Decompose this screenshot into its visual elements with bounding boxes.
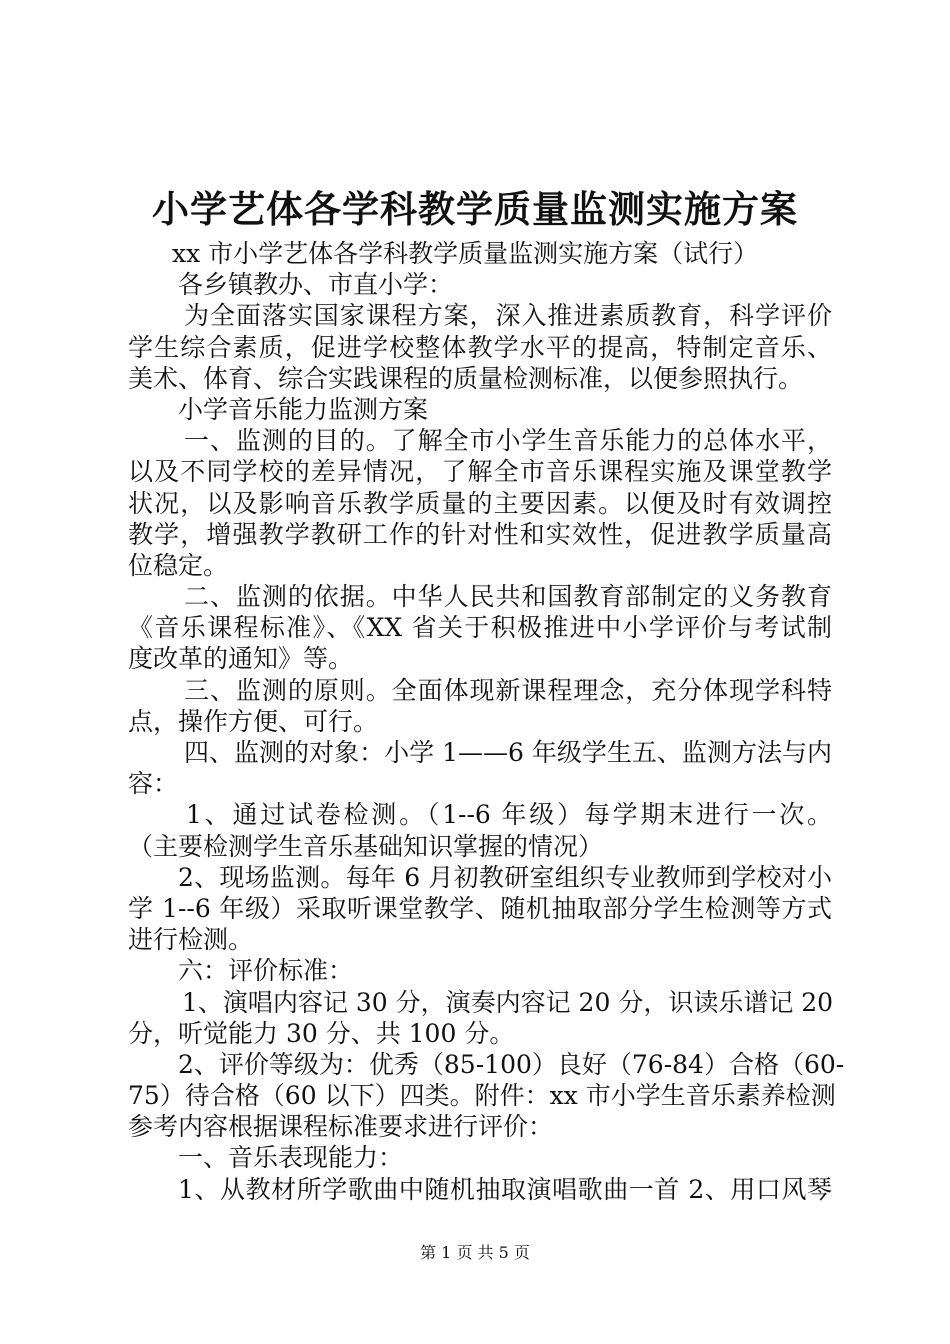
text-line: 1、通过试卷检测。（1--6 年级）每学期末进行一次。 bbox=[186, 800, 832, 830]
text-line: 教学，增强教学教研工作的针对性和实效性，促进教学质量高 bbox=[128, 519, 832, 549]
text-line: 以及不同学校的差异情况，了解全市音乐课程实施及课堂教学 bbox=[128, 457, 832, 487]
text-line: 1、从教材所学歌曲中随机抽取演唱歌曲一首 2、用口风琴 bbox=[178, 1174, 832, 1204]
text-line: 容： bbox=[128, 769, 179, 799]
text-line: 75）待合格（60 以下）四类。附件：xx 市小学生音乐素养检测 bbox=[128, 1081, 836, 1111]
text-line: 1、演唱内容记 30 分，演奏内容记 20 分，识读乐谱记 20 bbox=[182, 987, 834, 1017]
text-line: 为全面落实国家课程方案，深入推进素质教育，科学评价 bbox=[184, 301, 832, 331]
text-line: xx 市小学艺体各学科教学质量监测实施方案（试行） bbox=[172, 239, 759, 268]
page-footer: 第 1 页 共 5 页 bbox=[420, 1243, 530, 1262]
text-line: 一、监测的目的。了解全市小学生音乐能力的总体水平， bbox=[184, 426, 832, 456]
text-line: 度改革的通知》等。 bbox=[128, 644, 354, 674]
text-line: 三、监测的原则。全面体现新课程理念，充分体现学科特 bbox=[184, 675, 832, 705]
text-line: 四、监测的对象：小学 1——6 年级学生五、监测方法与内 bbox=[184, 738, 832, 767]
document-body bbox=[128, 238, 845, 1205]
text-line: 美术、体育、综合实践课程的质量检测标准，以便参照执行。 bbox=[128, 363, 804, 393]
text-line: 点，操作方便、可行。 bbox=[128, 706, 379, 736]
text-line: 分，听觉能力 30 分、共 100 分。 bbox=[128, 1018, 515, 1048]
text-line: 小学音乐能力监测方案 bbox=[178, 394, 429, 424]
text-line: 状况，以及影响音乐教学质量的主要因素。以便及时有效调控 bbox=[128, 488, 832, 518]
document-title: 小学艺体各学科教学质量监测实施方案 bbox=[152, 187, 798, 231]
text-line: 参考内容根据课程标准要求进行评价： bbox=[128, 1112, 554, 1142]
text-line: 2、现场监测。每年 6 月初教研室组织专业教师到学校对小 bbox=[178, 862, 832, 892]
text-line: 学生综合素质，促进学校整体教学水平的提高，特制定音乐、 bbox=[128, 332, 832, 362]
text-line: 《音乐课程标准》、《XX 省关于积极推进中小学评价与考试制 bbox=[128, 613, 832, 643]
text-line: 学 1--6 年级）采取听课堂教学、随机抽取部分学生检测等方式 bbox=[128, 893, 832, 923]
text-line: 六：评价标准： bbox=[178, 956, 354, 986]
text-line: 进行检测。 bbox=[128, 925, 254, 955]
text-line: 各乡镇教办、市直小学： bbox=[178, 270, 454, 300]
text-line: 2、评价等级为：优秀（85-100）良好（76-84）合格（60- bbox=[178, 1049, 845, 1079]
text-line: 二、监测的依据。中华人民共和国教育部制定的义务教育 bbox=[184, 582, 832, 612]
text-line: 位稳定。 bbox=[128, 550, 229, 580]
text-line: （主要检测学生音乐基础知识掌握的情况） bbox=[128, 831, 604, 861]
text-line: 一、音乐表现能力： bbox=[178, 1143, 404, 1173]
